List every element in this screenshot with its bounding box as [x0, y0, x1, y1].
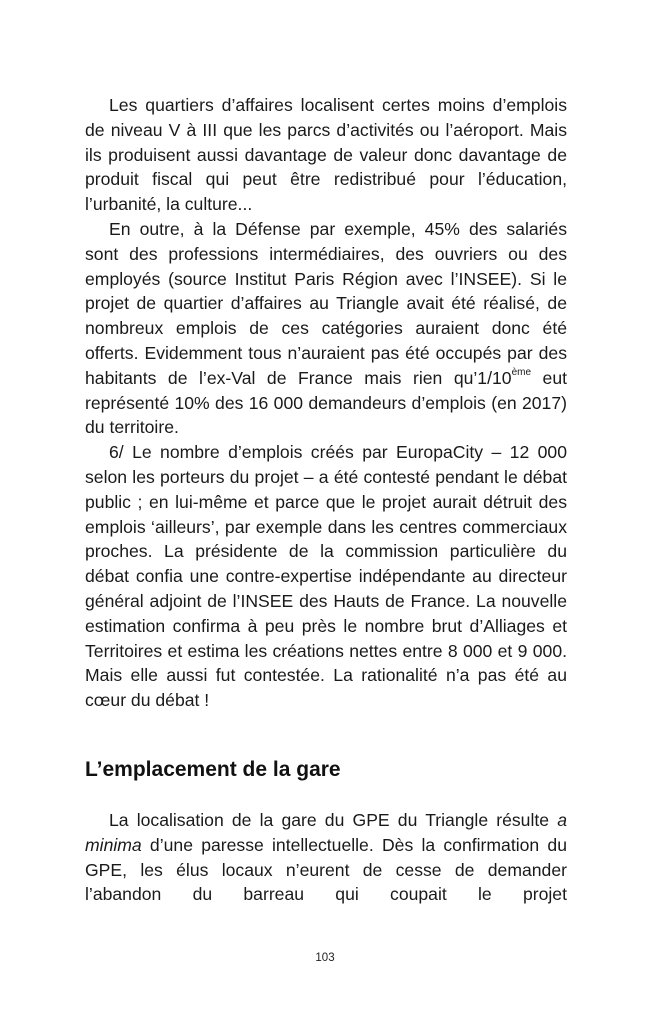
latin-emphasis: a minima	[85, 809, 567, 855]
paragraph-station-text: La localisation de la gare du GPE du Triangle résulte	[109, 809, 558, 830]
paragraph-europacity: 6/ Le nombre d’emplois créés par EuropaCity – 12 000 selon les porteurs du projet – a été contesté pendant le débat public ; en lui-même et parce que le projet aurait détruit des emplois ‘ailleurs’, par exemple dans les centres commerciaux proches. La présidente de la commission particulière du débat confia une contre-expertise indépendante au directeur général adjoint de l’INSEE des Hauts de France. La nouvelle estimation confirma à peu près le nombre brut d’Alliages et Territoires et estima les créations nettes entre 8 000 et 9 000. Mais elle aussi fut contestée. La rationalité n’a pas été au cœur du débat !	[85, 442, 567, 711]
page-number: 103	[315, 952, 335, 964]
page-content	[85, 93, 567, 907]
paragraph-la-defense-text-end: eut représenté 10% des 16 000 demandeurs d’emplois (en 2017) du territoire.	[85, 367, 567, 438]
paragraph-station-location	[85, 808, 567, 907]
paragraph-la-defense	[85, 217, 567, 440]
paragraph-business-districts: Les quartiers d’affaires localisent certes moins d’emplois de niveau V à III que les parcs d’activités ou l’aéroport. Mais ils produisent aussi davantage de valeur donc davantage de produit fiscal qui peut être redistribué pour l’éducation, l’urbanité, la culture...	[85, 95, 567, 215]
paragraph-station-text-end: d’une paresse intellectuelle. Dès la confirmation du GPE, les élus locaux n’eurent de cesse de demander l’abandon du barreau qui coupait le projet	[85, 834, 567, 905]
section-heading: L’emplacement de la gare	[85, 757, 341, 781]
paragraph-la-defense-text: En outre, à la Défense par exemple, 45% des salariés sont des professions intermédiaires, des ouvriers ou des employés (source Institut Paris Région avec l’INSEE). Si le projet de quartier d’affaires au Triangle avait été réalisé, de nombreux emplois de ces catégories auraient donc été offerts. Evidemment tous n’auraient pas été occupés par des habitants de l’ex-Val de France mais rien qu’1/10	[85, 218, 567, 388]
ordinal-superscript: ème	[511, 366, 532, 378]
